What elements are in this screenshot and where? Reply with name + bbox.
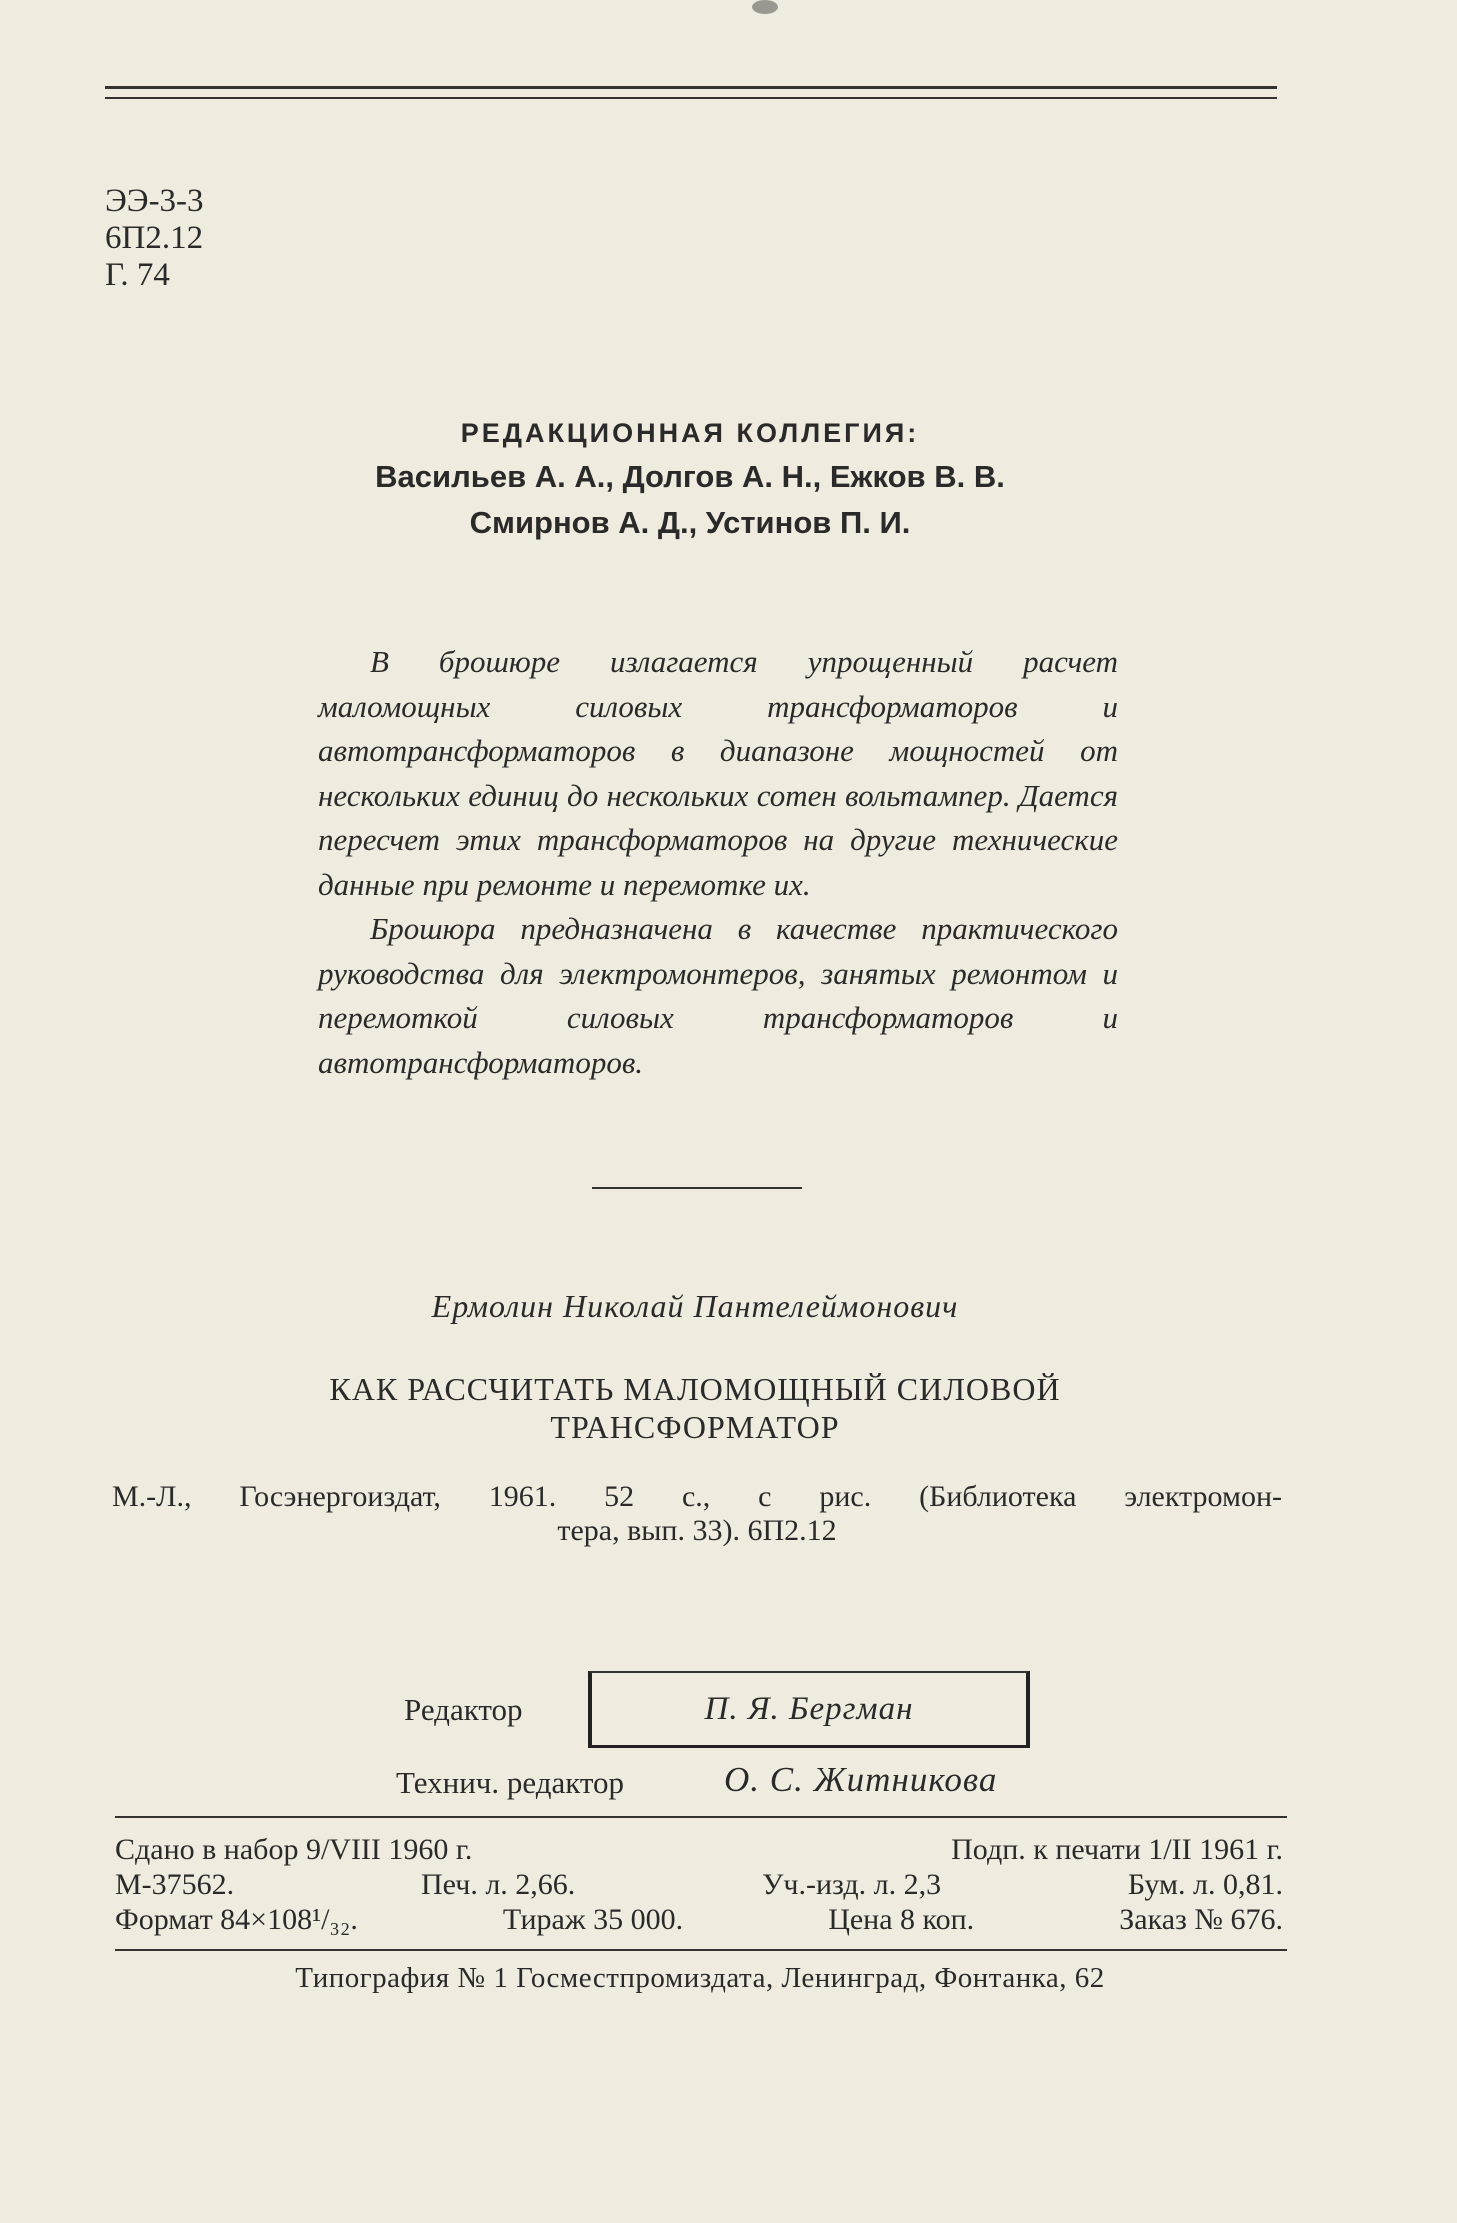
- code-line: ЭЭ-3-3: [105, 183, 204, 219]
- printer-info: Типография № 1 Госместпромиздата, Ленинград, Фонтанка, 62: [295, 1962, 1105, 1994]
- submitted-date: Сдано в набор 9/VIII 1960 г.: [115, 1833, 473, 1866]
- colophon-bottom-rule: [115, 1949, 1287, 1951]
- order-code: М-37562.: [115, 1868, 235, 1901]
- book-title: [0, 1370, 1390, 1446]
- abstract-paragraph-1: В брошюре излагается упрощенный расчет маломощных силовых трансформаторов и автотрансформаторов в диапазоне мощностей от нескольких единиц до нескольких сотен вольтампер. Дается пересчет этих трансформаторов на другие технические данные при ремонте и перемотке их.: [318, 644, 1118, 902]
- colophon-row: [115, 1902, 1283, 1937]
- code-line: Г. 74: [105, 257, 170, 293]
- tech-editor-label: Технич. редактор: [396, 1765, 625, 1800]
- order-number: Заказ № 676.: [1119, 1903, 1283, 1936]
- abstract: [318, 640, 1118, 1085]
- editor-name-box: П. Я. Бергман: [588, 1671, 1030, 1748]
- print-sheets: Печ. л. 2,66.: [421, 1868, 576, 1901]
- editorial-board: [0, 418, 1380, 541]
- editor-label: Редактор: [404, 1692, 523, 1727]
- book-title-line1: КАК РАССЧИТАТЬ МАЛОМОЩНЫЙ СИЛОВОЙ: [329, 1371, 1061, 1407]
- code-line: 6П2.12: [105, 220, 204, 256]
- board-members-line1: Васильев А. А., Долгов А. Н., Ежков В. В.: [375, 459, 1005, 494]
- price: Цена 8 коп.: [828, 1903, 975, 1936]
- imprint-line2: тера, вып. 33). 6П2.12: [557, 1514, 837, 1547]
- imprint: [112, 1480, 1282, 1548]
- top-rule-thin: [105, 97, 1277, 99]
- colophon-top-rule: [115, 1816, 1287, 1818]
- top-rule: [105, 86, 1277, 89]
- author-name: Ермолин Николай Пантелеймонович: [431, 1288, 959, 1324]
- colophon-row: [115, 1832, 1283, 1867]
- board-members-line2: Смирнов А. Д., Устинов П. И.: [469, 505, 911, 540]
- book-title-line2: ТРАНСФОРМАТОР: [550, 1409, 840, 1445]
- colophon: [115, 1832, 1283, 1937]
- board-heading: РЕДАКЦИОННАЯ КОЛЛЕГИЯ:: [460, 418, 920, 448]
- abstract-paragraph-2: Брошюра предназначена в качестве практического руководства для электромонтеров, занятых ремонтом и перемоткой силовых трансформаторов и автотрансформаторов.: [318, 911, 1118, 1080]
- classification-codes: [105, 183, 204, 294]
- tech-editor-name: О. С. Житникова: [724, 1760, 998, 1799]
- paper-sheets: Бум. л. 0,81.: [1127, 1868, 1283, 1901]
- format: Формат 84×108¹/₃₂.: [115, 1903, 358, 1936]
- publishing-sheets: Уч.-изд. л. 2,3: [762, 1868, 942, 1901]
- imprint-line1: М.-Л., Госэнергоиздат, 1961. 52 с., с рис. (Библиотека электромон-: [112, 1480, 1282, 1513]
- signed-date: Подп. к печати 1/II 1961 г.: [951, 1833, 1283, 1866]
- colophon-row: [115, 1867, 1283, 1902]
- print-run: Тираж 35 000.: [502, 1903, 684, 1936]
- paper-stain: [752, 0, 778, 14]
- section-divider: [592, 1187, 802, 1189]
